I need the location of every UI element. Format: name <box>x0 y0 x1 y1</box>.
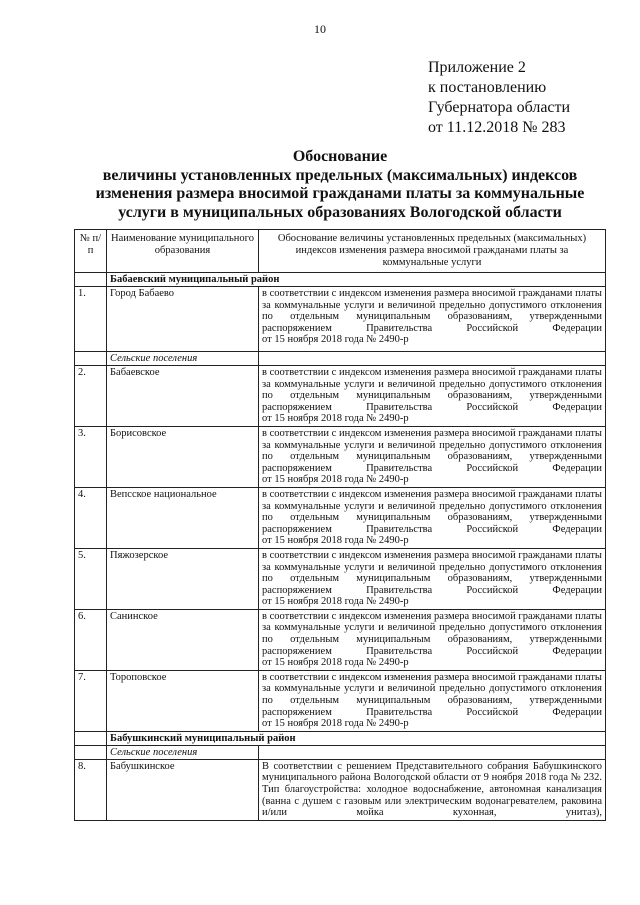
row-name: Вепсское национальное <box>107 487 259 548</box>
row-num: 5. <box>75 548 107 609</box>
district-label: Бабаевский муниципальный район <box>107 273 606 287</box>
page-number: 10 <box>314 22 326 36</box>
table-row <box>75 548 606 609</box>
row-name: Пяжозерское <box>107 548 259 609</box>
header-basis: Обоснование величины установленных предельных (максимальных) индексов изменения размера вносимой гражданами платы за коммунальные услуги <box>259 230 606 273</box>
row-name: Бабушкинское <box>107 759 259 820</box>
title-line-1: Обоснование <box>292 148 388 165</box>
row-basis: в соответствии с индексом изменения размера вносимой гражданами платы за коммунальные услуги и величиной предельно допустимого отклонения по отдельным муниципальным образованиям, утвержденными распоряжением Правительства Российской Федерации от 15 ноября 2018 года № 2490-р <box>259 670 606 731</box>
table-row <box>75 759 606 820</box>
row-num: 8. <box>75 759 107 820</box>
row-num: 1. <box>75 287 107 352</box>
justification-table <box>74 229 606 821</box>
title-line-3: изменения размера вносимой гражданами платы за коммунальные <box>95 185 585 202</box>
row-name: Санинское <box>107 609 259 670</box>
row-basis: в соответствии с индексом изменения размера вносимой гражданами платы за коммунальные услуги и величиной предельно допустимого отклонения по отдельным муниципальным образованиям, утвержденными распоряжением Правительства Российской Федерации от 15 ноября 2018 года № 2490-р <box>259 287 606 352</box>
table-row <box>75 487 606 548</box>
table-row <box>75 287 606 352</box>
row-basis: в соответствии с индексом изменения размера вносимой гражданами платы за коммунальные услуги и величиной предельно допустимого отклонения по отдельным муниципальным образованиям, утвержденными распоряжением Правительства Российской Федерации от 15 ноября 2018 года № 2490-р <box>259 548 606 609</box>
table-header-row <box>75 230 606 273</box>
header-name: Наименование муниципального образования <box>107 230 259 273</box>
title-line-2: величины установленных предельных (максимальных) индексов <box>102 166 578 184</box>
table-row <box>75 670 606 731</box>
district-row <box>75 731 606 745</box>
district-label: Бабушкинский муниципальный район <box>107 731 606 745</box>
row-name: Борисовское <box>107 426 259 487</box>
row-basis: в соответствии с индексом изменения размера вносимой гражданами платы за коммунальные услуги и величиной предельно допустимого отклонения по отдельным муниципальным образованиям, утвержденными распоряжением Правительства Российской Федерации от 15 ноября 2018 года № 2490-р <box>259 487 606 548</box>
subgroup-label: Сельские поселения <box>107 745 259 759</box>
table-row <box>75 609 606 670</box>
row-name: Тороповское <box>107 670 259 731</box>
appendix-line-1: Приложение 2 <box>428 59 526 76</box>
table-row <box>75 366 606 427</box>
table-row <box>75 426 606 487</box>
appendix-heading <box>428 58 570 138</box>
row-num: 3. <box>75 426 107 487</box>
row-name: Город Бабаево <box>107 287 259 352</box>
appendix-line-2: к постановлению <box>428 79 547 96</box>
appendix-line-3: Губернатора области <box>428 99 571 116</box>
row-name: Бабаевское <box>107 366 259 427</box>
row-num: 7. <box>75 670 107 731</box>
district-row <box>75 273 606 287</box>
title-line-4: услуги в муниципальных образованиях Вологодской области <box>118 203 562 221</box>
row-basis: в соответствии с индексом изменения размера вносимой гражданами платы за коммунальные услуги и величиной предельно допустимого отклонения по отдельным муниципальным образованиям, утвержденными распоряжением Правительства Российской Федерации от 15 ноября 2018 года № 2490-р <box>259 426 606 487</box>
appendix-line-4: от 11.12.2018 № 283 <box>428 119 566 136</box>
row-basis: В соответствии с решением Представительного собрания Бабушкинского муниципального района Вологодской области от 9 ноября 2018 года № 232. Тип благоустройства: холодное водоснабжение, автономная канализация (ванна с душем с газовым или электрическим водонагревателем, раковина и/или мойка кухонная, унитаз), <box>259 759 606 820</box>
subgroup-row <box>75 745 606 759</box>
row-num: 4. <box>75 487 107 548</box>
document-title <box>60 148 620 222</box>
row-basis: в соответствии с индексом изменения размера вносимой гражданами платы за коммунальные услуги и величиной предельно допустимого отклонения по отдельным муниципальным образованиям, утвержденными распоряжением Правительства Российской Федерации от 15 ноября 2018 года № 2490-р <box>259 609 606 670</box>
subgroup-row <box>75 352 606 366</box>
subgroup-label: Сельские поселения <box>107 352 259 366</box>
header-num: № п/п <box>75 230 107 273</box>
row-basis: в соответствии с индексом изменения размера вносимой гражданами платы за коммунальные услуги и величиной предельно допустимого отклонения по отдельным муниципальным образованиям, утвержденными распоряжением Правительства Российской Федерации от 15 ноября 2018 года № 2490-р <box>259 366 606 427</box>
row-num: 2. <box>75 366 107 427</box>
row-num: 6. <box>75 609 107 670</box>
